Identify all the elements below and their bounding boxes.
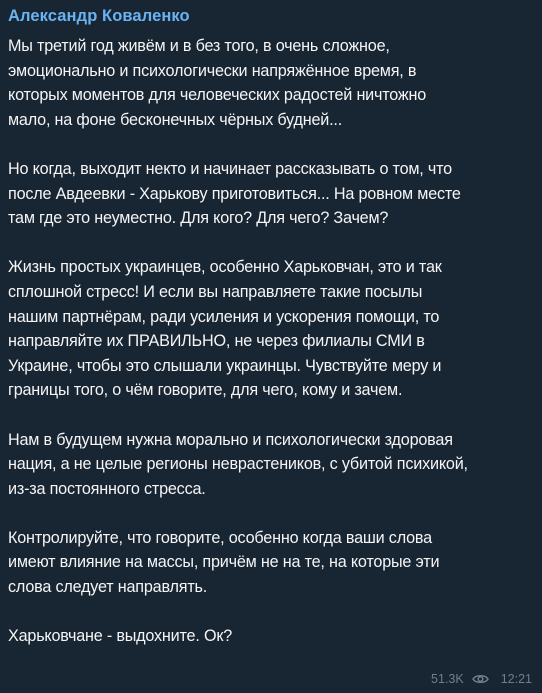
text-line: границы того, о чём говорите, для чего, кому и зачем. (8, 381, 403, 400)
text-line: после Авдеевки - Харькову приготовиться... На ровном месте (8, 184, 461, 203)
message-paragraph (8, 526, 534, 600)
text-line: Нам в будущем нужна морально и психологически здоровая (8, 430, 453, 449)
text-line: слова следует направлять. (8, 578, 208, 597)
author-name[interactable]: Александр Коваленко (8, 7, 190, 25)
text-line: мало, на фоне бесконечных чёрных будней... (8, 110, 343, 129)
text-line: Жизнь простых украинцев, особенно Харьковчан, это и так (8, 258, 442, 277)
text-line: Но когда, выходит некто и начинает рассказывать о том, что (8, 159, 452, 178)
message-text (8, 34, 534, 649)
text-line: нашим партнёрам, ради усиления и ускорения помощи, то (8, 307, 440, 326)
message-paragraph (8, 428, 534, 502)
eye-icon (472, 673, 489, 685)
message-paragraph (8, 624, 534, 649)
message-paragraph (8, 157, 534, 231)
message-meta (431, 671, 532, 687)
text-line: там где это неуместно. Для кого? Для чего? Зачем? (8, 209, 389, 228)
message-time: 12:21 (500, 672, 532, 686)
message-paragraph (8, 34, 534, 132)
message-paragraph (8, 255, 534, 403)
text-line: имеют влияние на массы, причём не на те, на которые эти (8, 553, 440, 572)
text-line: Контролируйте, что говорите, особенно когда ваши слова (8, 528, 432, 547)
text-line: эмоционально и психологически напряжённое время, в (8, 61, 417, 80)
eye-icon-svg (472, 673, 489, 685)
text-line: Харьковчане - выдохните. Ок? (8, 627, 233, 646)
text-line: Украине, чтобы это слышали украинцы. Чувствуйте меру и (8, 356, 442, 375)
text-line: Мы третий год живём и в без того, в очень сложное, (8, 37, 390, 55)
text-line: из-за постоянного стресса. (8, 479, 206, 498)
text-line: направляйте их ПРАВИЛЬНО, не через филиалы СМИ в (8, 332, 425, 351)
view-count: 51.3K (431, 672, 464, 686)
text-line: которых моментов для человеческих радостей ничтожно (8, 86, 427, 105)
text-line: сплошной стресс! И если вы направляете такие посылы (8, 282, 423, 301)
text-line: нация, а не целые регионы неврастеников, с убитой психикой, (8, 455, 468, 474)
